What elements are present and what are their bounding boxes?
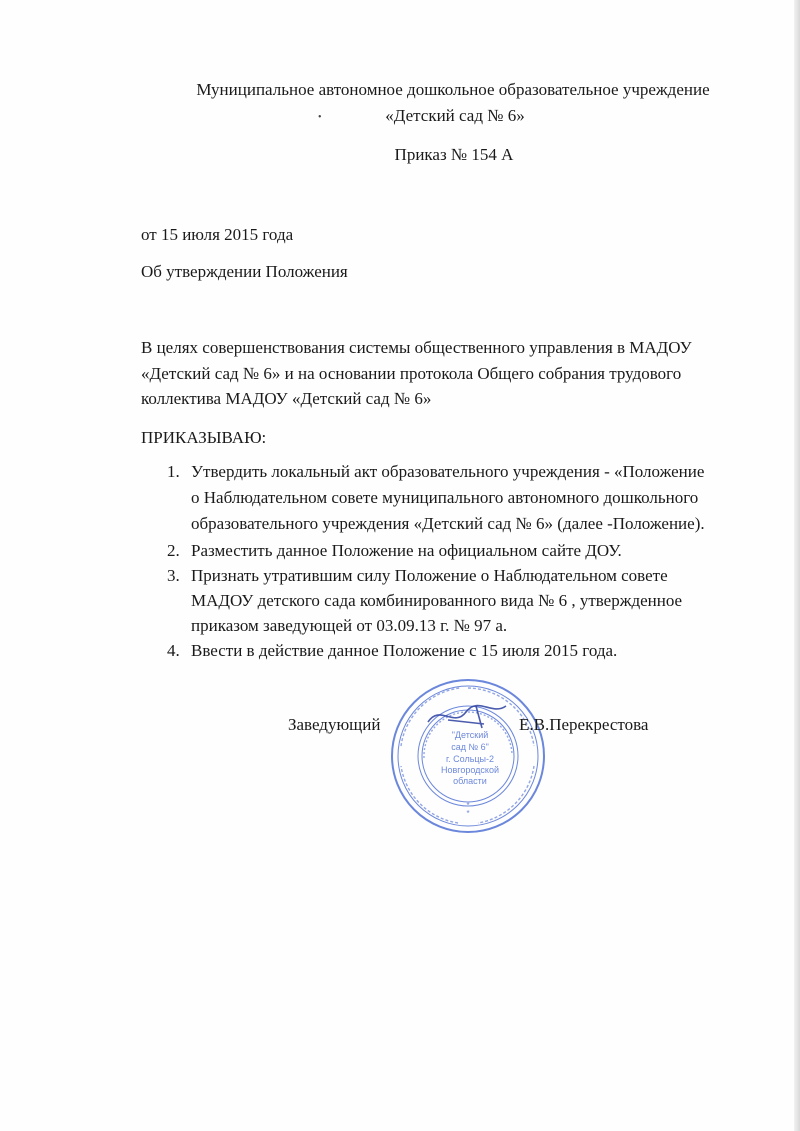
- preamble-line: «Детский сад № 6» и на основании протокола Общего собрания трудового: [141, 364, 682, 383]
- stamp-text: г. Сольцы-2: [445, 754, 495, 764]
- list-item-number: 3.: [167, 566, 180, 585]
- stamp-text: области: [453, 776, 487, 786]
- stamp-text: "Детский: [451, 730, 489, 740]
- scan-speck: •: [318, 112, 322, 123]
- preamble-line: В целях совершенствования системы общественного управления в МАДОУ: [141, 338, 692, 357]
- list-item-text: приказом заведующей от 03.09.13 г. № 97 а.: [191, 616, 508, 635]
- list-item-number: 4.: [167, 641, 180, 660]
- order-subject: Об утверждении Положения: [141, 262, 348, 281]
- svg-text:*: *: [466, 801, 470, 810]
- list-item-text: Ввести в действие данное Положение с 15 июля 2015 года.: [191, 641, 618, 660]
- organization-name: Муниципальное автономное дошкольное образовательное учреждение: [196, 80, 710, 99]
- list-item-text: о Наблюдательном совете муниципального автономного дошкольного: [191, 488, 699, 507]
- order-word: ПРИКАЗЫВАЮ:: [141, 428, 267, 447]
- svg-text:*: *: [466, 809, 470, 818]
- page-edge-shadow: [794, 0, 800, 1131]
- order-date: от 15 июля 2015 года: [141, 225, 294, 244]
- list-item-number: 2.: [167, 541, 180, 560]
- list-item-text: образовательного учреждения «Детский сад № 6» (далее -Положение).: [191, 514, 705, 533]
- signature-scribble: [428, 706, 506, 728]
- preamble-line: коллектива МАДОУ «Детский сад № 6»: [141, 389, 432, 408]
- list-item-text: МАДОУ детского сада комбинированного вида № 6 , утвержденное: [191, 591, 683, 610]
- list-item-text: Утвердить локальный акт образовательного учреждения - «Положение: [191, 462, 705, 481]
- institution-name: «Детский сад № 6»: [385, 106, 525, 125]
- list-item-text: Признать утратившим силу Положение о Наблюдательном совете: [191, 566, 668, 585]
- stamp-graphic: [388, 676, 548, 836]
- stamp-text: сад № 6": [451, 742, 489, 752]
- list-item-number: 1.: [167, 462, 180, 481]
- official-stamp: [388, 676, 548, 841]
- stamp-text: Новгородской: [440, 765, 500, 775]
- order-title: Приказ № 154 А: [394, 145, 514, 164]
- signatory-name: Е.В.Перекрестова: [519, 715, 649, 734]
- list-item-text: Разместить данное Положение на официальном сайте ДОУ.: [191, 541, 622, 560]
- signatory-title: Заведующий: [288, 715, 381, 734]
